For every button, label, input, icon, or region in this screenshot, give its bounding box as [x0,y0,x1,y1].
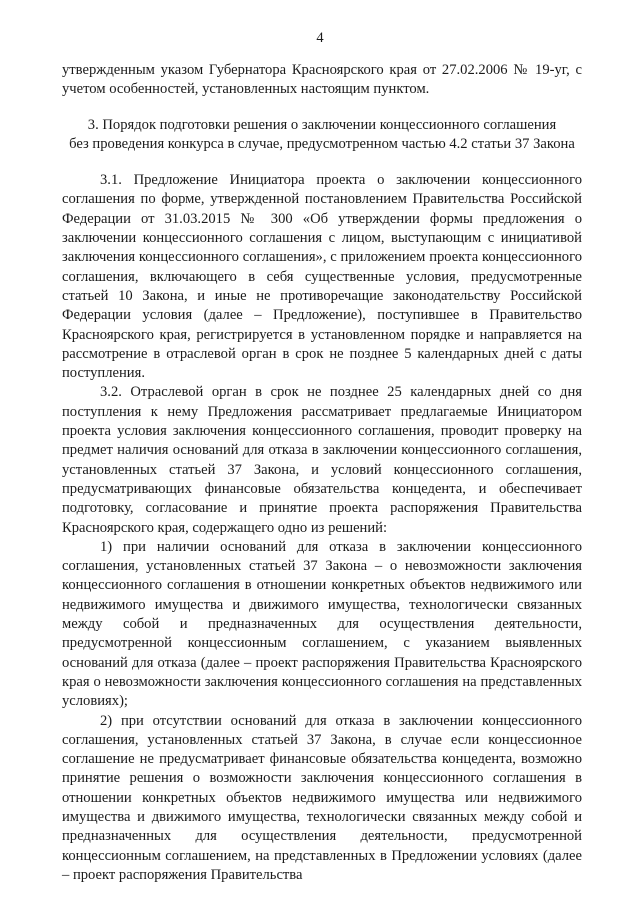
document-body [62,61,582,885]
section-heading [62,116,582,155]
page-number: 4 [316,30,324,46]
paragraph-3-1: 3.1. Предложение Инициатора проекта о заключении концессионного соглашения по форме, утвержденной постановлением Правительства Российской Федерации от 31.03.2015 № 300 «Об утверждении формы предложения о заключении концессионного соглашения с лицом, выступающим с инициативой заключения концессионного соглашения», с приложением проекта концессионного соглашения, включающего в себя существенные условия, предусмотренные статьей 10 Закона, и иные не противоречащие законодательству Российской Федерации условия (далее – Предложение), поступившее в Правительство Красноярского края, регистрируется в установленном порядке и направляется на рассмотрение в отраслевой орган в срок не позднее 5 календарных дней с даты поступления. [62,172,582,382]
list-item-1: 1) при наличии оснований для отказа в заключении концессионного соглашения, установленных статьей 37 Закона – о невозможности заключения концессионного соглашения в отношении конкретных объектов недвижимого или недвижимого имущества и движимого имущества, технологически связанных между собой и предназначенных для осуществления деятельности, предусмотренной концессионным соглашением, с указанием выявленных оснований для отказа (далее – проект распоряжения Правительства Красноярского края о невозможности заключения концессионного соглашения на представленных условиях); [62,538,582,710]
paragraph-3-2: 3.2. Отраслевой орган в срок не позднее 25 календарных дней со дня поступления к нему Предложения рассматривает предлагаемые Инициатором проекта условия заключения концессионного соглашения, проводит проверку на предмет наличия оснований для отказа в заключении концессионного соглашения, установленных статьей 37 Закона, и условий концессионного соглашения, предусматривающих финансовые обязательства концедента, и обеспечивает подготовку, согласование и принятие проекта распоряжения Правительства Красноярского края, содержащего одно из решений: [62,384,582,536]
list-item-2: 2) при отсутствии оснований для отказа в заключении концессионного соглашения, установленных статьей 37 Закона, в случае если концессионное соглашение не предусматривает финансовые обязательства концедента, возможно принятие решения о возможности заключения концессионного соглашения в отношении конкретных объектов недвижимого имущества или недвижимого имущества и движимого имущества, технологически связанных между собой и предназначенных для осуществления деятельности, предусмотренной концессионным соглашением, на представленных в Предложении условиях (далее – проект распоряжения Правительства [62,712,582,883]
section-heading-line-1: 3. Порядок подготовки решения о заключении концессионного соглашения [87,116,557,133]
intro-paragraph: утвержденным указом Губернатора Красноярского края от 27.02.2006 № 19-уг, с учетом особенностей, установленных настоящим пунктом. [62,62,582,98]
section-heading-line-2: без проведения конкурса в случае, предусмотренном частью 4.2 статьи 37 Закона [69,135,575,152]
